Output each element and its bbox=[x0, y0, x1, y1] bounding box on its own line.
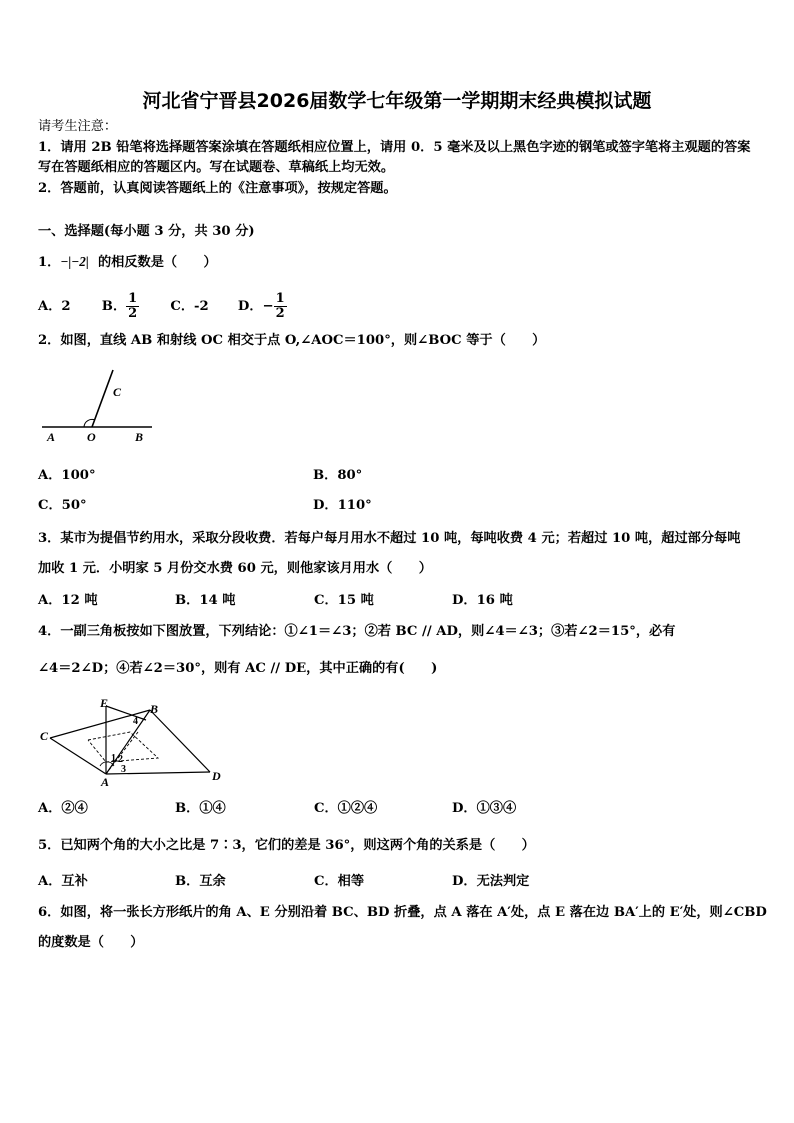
question-1-option-a: A．2 bbox=[38, 299, 71, 314]
question-5-option-a: A．互补 bbox=[38, 874, 88, 889]
label-4: 4 bbox=[133, 716, 138, 727]
question-4-option-a: A．②④ bbox=[38, 801, 88, 816]
label-a: A bbox=[101, 775, 110, 789]
question-2-stem: 2．如图，直线 AB 和射线 OC 相交于点 O,∠AOC＝100°，则∠BOC 等于（ ） bbox=[38, 333, 546, 348]
notice-item-1: 1．请用 2B 铅笔将选择题答案涂填在答题纸相应位置上，请用 0．5 毫米及以上黑色字迹的钢笔或签字笔将主观题的答案写在答题纸相应的答题区内。写在试题卷、草稿纸上均无效。 bbox=[38, 140, 751, 175]
question-2-option-a: A．100° bbox=[38, 468, 96, 483]
question-5-stem: 5．已知两个角的大小之比是 7∶3，它们的差是 36°，则这两个角的关系是（ ） bbox=[38, 838, 535, 853]
question-1-option-d: D．− $\frac{1}{2}$ bbox=[237, 291, 285, 321]
fraction: $\frac{1}{2}$ bbox=[275, 291, 285, 321]
question-5-option-b: B．互余 bbox=[175, 874, 226, 889]
question-1-option-c: C．-2 bbox=[170, 299, 209, 314]
label-d: D bbox=[212, 769, 221, 783]
fraction: $\frac{1}{2}$ bbox=[128, 291, 138, 321]
question-1-number: 1． bbox=[38, 255, 61, 270]
notice-heading: 请考生注意： bbox=[38, 119, 118, 134]
label-c: C bbox=[40, 729, 49, 743]
question-3-option-d: D．16 吨 bbox=[452, 593, 513, 608]
label-e: E bbox=[100, 696, 109, 710]
label-c: C bbox=[113, 385, 122, 399]
question-1-option-b: B． $\frac{1}{2}$ bbox=[101, 291, 138, 321]
question-3-option-a: A．12 吨 bbox=[38, 593, 98, 608]
question-4-option-c: C．①②④ bbox=[314, 801, 378, 816]
question-6-line-2: 的度数是（ ） bbox=[38, 935, 144, 950]
section-heading: 一、选择题(每小题 3 分，共 30 分) bbox=[38, 224, 255, 239]
question-1-options bbox=[38, 292, 287, 321]
question-5-option-c: C．相等 bbox=[314, 874, 365, 889]
question-4-option-d: D．①③④ bbox=[452, 801, 517, 816]
label-1: 1 bbox=[111, 753, 116, 764]
question-4-figure bbox=[38, 696, 228, 788]
label-2: 2 bbox=[118, 754, 123, 765]
label-3: 3 bbox=[121, 764, 126, 775]
question-2-figure bbox=[40, 362, 155, 447]
question-2-option-b: B．80° bbox=[313, 468, 363, 483]
question-3-option-b: B．14 吨 bbox=[175, 593, 236, 608]
question-6-line-1: 6．如图，将一张长方形纸片的角 A、E 分别沿着 BC、BD 折叠，点 A 落在 A′处，点 E 落在边 BA′上的 E′处，则∠CBD bbox=[38, 905, 767, 920]
label-b: B bbox=[150, 702, 159, 716]
label-a: A bbox=[47, 430, 56, 444]
question-4-line-2: ∠4＝2∠D；④若∠2＝30°，则有 AC // DE，其中正确的有( ) bbox=[38, 661, 438, 676]
question-3-line-1: 3．某市为提倡节约用水，采取分段收费．若每户每月用水不超过 10 吨，每吨收费 4 元；若超过 10 吨，超过部分每吨 bbox=[38, 531, 741, 546]
question-5-option-d: D．无法判定 bbox=[452, 874, 530, 889]
page-title: 河北省宁晋县2026届数学七年级第一学期期末经典模拟试题 bbox=[142, 90, 652, 112]
notice-item-2: 2．答题前，认真阅读答题纸上的《注意事项》，按规定答题。 bbox=[38, 181, 397, 196]
question-2-option-c: C．50° bbox=[38, 498, 87, 513]
label-o: O bbox=[87, 430, 96, 444]
question-2-option-d: D．110° bbox=[313, 498, 372, 513]
question-3-option-c: C．15 吨 bbox=[314, 593, 374, 608]
question-3-line-2: 加收 1 元．小明家 5 月份交水费 60 元，则他家该月用水（ ） bbox=[38, 561, 432, 576]
question-4-line-1: 4．一副三角板按如下图放置，下列结论：①∠1＝∠3；②若 BC // AD，则∠4＝∠3；③若∠2＝15°，必有 bbox=[38, 624, 676, 639]
question-1-expression: −|−2| bbox=[60, 254, 89, 269]
question-4-option-b: B．①④ bbox=[175, 801, 226, 816]
question-1-text: 的相反数是（ ） bbox=[97, 255, 217, 270]
label-b: B bbox=[135, 430, 144, 444]
question-1-stem bbox=[38, 253, 217, 272]
